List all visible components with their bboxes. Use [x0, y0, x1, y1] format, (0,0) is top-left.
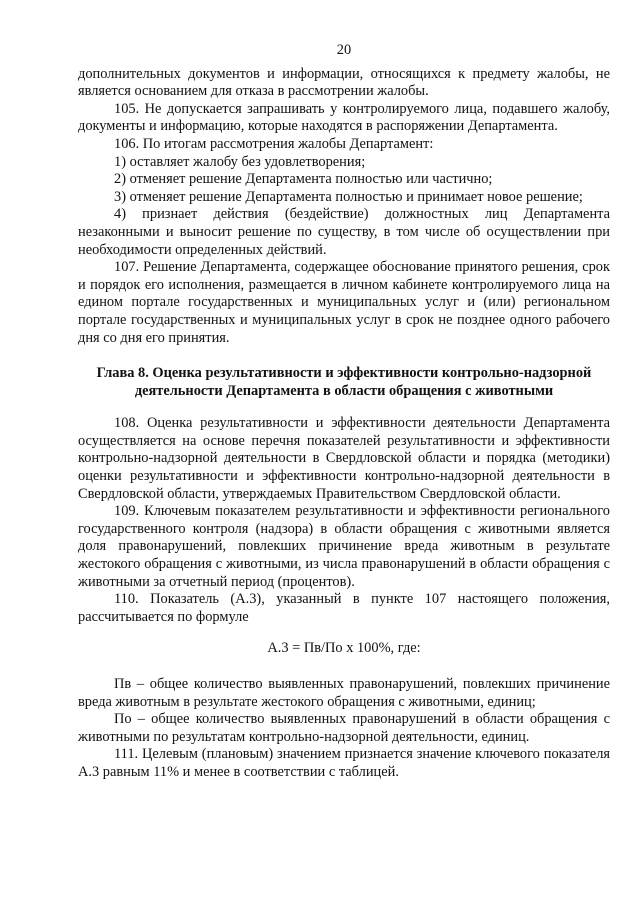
paragraph-110: 110. Показатель (А.3), указанный в пункте 107 настоящего положения, рассчитывается по формуле	[78, 591, 610, 625]
paragraph-106-item-2: 2) отменяет решение Департамента полностью или частично;	[114, 171, 493, 188]
definition-po: По – общее количество выявленных правонарушений в области обращения с животными по результатам контрольно-надзорной деятельности, единиц.	[78, 711, 610, 745]
paragraph-106-item-4: 4) признает действия (бездействие) должностных лиц Департамента незаконными и выносит решение по существу, в том числе об осуществлении при необходимости определенных действий.	[78, 206, 610, 258]
page-number: 20	[336, 42, 352, 58]
paragraph-105: 105. Не допускается запрашивать у контролируемого лица, подавшего жалобу, документы и информацию, которые находятся в распоряжении Департамента.	[78, 100, 610, 135]
formula: А.3 = Пв/По х 100%, где:	[267, 640, 421, 657]
paragraph-107: 107. Решение Департамента, содержащее обоснование принятого решения, срок и порядок его исполнения, размещается в личном кабинете контролируемого лица на едином портале государственных и муниципальных услуг и (или) региональном портале государственных и муниципальных услуг в срок не позднее одного рабочего дня со дня его принятия.	[78, 259, 610, 346]
paragraph-106-item-1: 1) оставляет жалобу без удовлетворения;	[114, 153, 366, 170]
chapter-heading: Глава 8. Оценка результативности и эффективности контрольно-надзорной деятельности Департамента в области обращения с животными	[96, 365, 592, 399]
paragraph-106-item-3: 3) отменяет решение Департамента полностью и принимает новое решение;	[114, 188, 583, 205]
paragraph-109: 109. Ключевым показателем результативности и эффективности регионального государственного контроля (надзора) в области обращения с животными является доля правонарушений, повлекших причинение вреда животным в результате жестокого обращения с животными, из числа правонарушений в области обращения с животными за отчетный период (процентов).	[78, 503, 610, 590]
paragraph-continuation: дополнительных документов и информации, относящихся к предмету жалобы, не является основанием для отказа в рассмотрении жалобы.	[78, 65, 610, 100]
paragraph-108: 108. Оценка результативности и эффективности деятельности Департамента осуществляется на основе перечня показателей результативности и эффективности контрольно-надзорной деятельности в Свердловской области и порядка (методики) оценки результативности и эффективности контрольно-надзорной деятельности в Свердловской области, утверждаемых Правительством Свердловской области.	[78, 415, 610, 502]
definition-pv: Пв – общее количество выявленных правонарушений, повлекших причинение вреда животным в результате жестокого обращения с животными, единиц;	[78, 676, 610, 710]
paragraph-111: 111. Целевым (плановым) значением признается значение ключевого показателя А.3 равным 11% и менее в соответствии с таблицей.	[78, 746, 610, 780]
document-page	[78, 42, 610, 782]
paragraph-106: 106. По итогам рассмотрения жалобы Департамент:	[114, 135, 434, 152]
